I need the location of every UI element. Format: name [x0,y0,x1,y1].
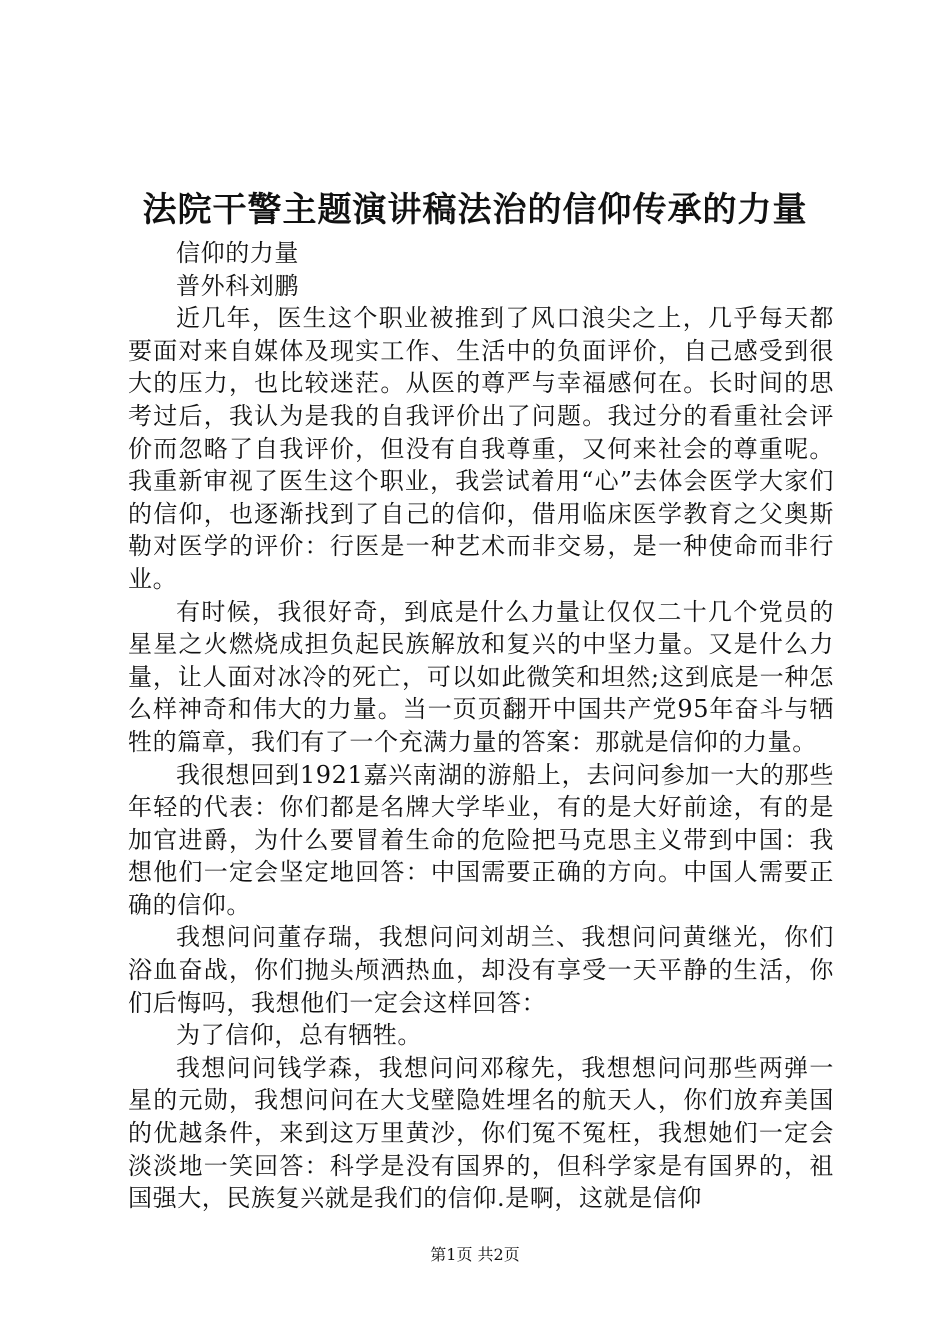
author-line: 普外科刘鹏 [176,271,299,300]
subtitle: 信仰的力量 [176,239,299,267]
paragraph: 近几年，医生这个职业被推到了风口浪尖之上，几乎每天都要面对来自媒体及现实工作、生活中的负面评价，自己感受到很大的压力，也比较迷茫。从医的尊严与幸福感何在。长时间的思考过后，我认为是我的自我评价出了问题。我过分的看重社会评价而忽略了自我评价，但没有自我尊重，又何来社会的尊重呢。我重新审视了医生这个职业，我尝试着用“心”去体会医学大家们的信仰，也逐渐找到了自己的信仰，借用临床医学教育之父奥斯勒对医学的评价：行医是一种艺术而非交易，是一种使命而非行业。 [128,304,834,593]
page-footer: 第1页 共2页 [430,1245,520,1264]
paragraph: 我想问问钱学森，我想问问邓稼先，我想想问问那些两弹一星的元勋，我想问问在大戈壁隐姓埋名的航天人，你们放弃美国的优越条件，来到这万里黄沙，你们冤不冤枉，我想她们一定会淡淡地一笑回答：科学是没有国界的，但科学家是有国界的，祖国强大，民族复兴就是我们的信仰.是啊，这就是信仰 [128,1053,834,1213]
document-body [128,237,834,1215]
paragraph: 我很想回到1921嘉兴南湖的游船上，去问问参加一大的那些年轻的代表：你们都是名牌大学毕业，有的是大好前途，有的是加官进爵，为什么要冒着生命的危险把马克思主义带到中国：我想他们一定会坚定地回答：中国需要正确的方向。中国人需要正确的信仰。 [128,760,834,919]
paragraph: 为了信仰，总有牺牲。 [176,1021,422,1050]
paragraph: 有时候，我很好奇，到底是什么力量让仅仅二十几个党员的星星之火燃烧成担负起民族解放和复兴的中坚力量。又是什么力量，让人面对冰冷的死亡，可以如此微笑和坦然;这到底是一种怎么样神奇和伟大的力量。当一页页翻开中国共产党95年奋斗与牺牲的篇章，我们有了一个充满力量的答案：那就是信仰的力量。 [128,597,834,756]
paragraph: 我想问问董存瑞，我想问问刘胡兰、我想问问黄继光，你们浴血奋战，你们抛头颅洒热血，却没有享受一天平静的生活，你们后悔吗，我想他们一定会这样回答： [128,923,834,1017]
document-title: 法院干警主题演讲稿法治的信仰传承的力量 [142,190,808,230]
